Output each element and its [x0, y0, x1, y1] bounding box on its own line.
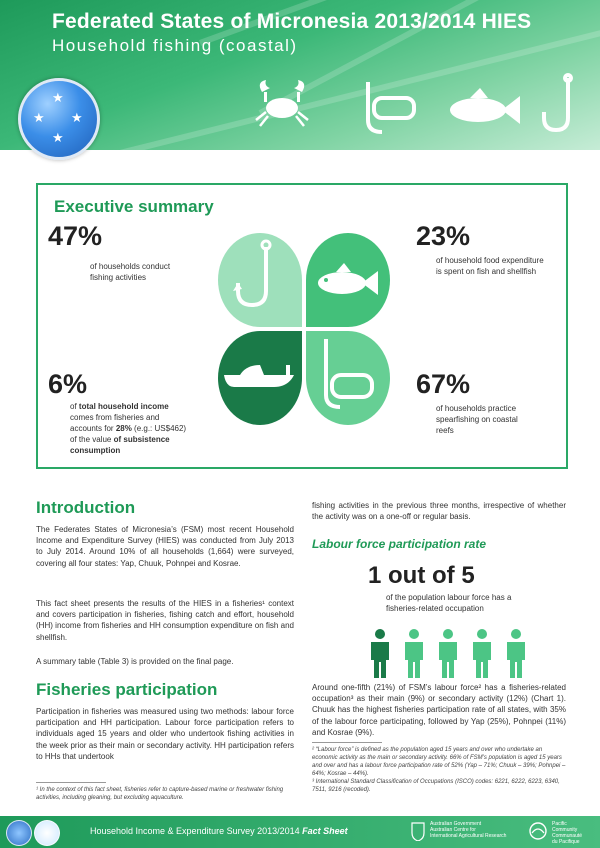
stat-value-households-fishing: 47%: [48, 221, 103, 251]
stat-desc-income-share: of total household income comes from fisheries and accounts for 28% (e.g.: US$462) of the value of subsistence consumption: [70, 402, 187, 455]
boat-icon: [218, 331, 302, 425]
stat-value-income-share: 6%: [48, 369, 88, 399]
snorkel-icon: [368, 82, 414, 132]
acair-logo-text: Australian Government Australian Centre for International Agricultural Research: [430, 821, 507, 839]
footnote-2: ² “Labour force” is defined as the population aged 15 years and over who undertake an economic activity as the main or secondary activity. 66% of FSM’s population is aged 15 years and over and has a labour force participation rate of 52% (Yap – 71%; Chuuk – 39%; Pohnpei – 64%; Kosrae – 44%).: [312, 747, 566, 777]
person-icon: [439, 629, 457, 678]
footnote-1: ¹ In the context of this fact sheet, fisheries refer to capture-based marine or freshwater fishing activities, including gleaning, but excluding aquaculture.: [36, 787, 284, 801]
pacific-community-logo-icon: [528, 821, 548, 841]
fish-icon: [450, 88, 520, 124]
footnote-divider: [312, 742, 382, 743]
crab-icon: [256, 80, 308, 126]
fisheries-participation-continued: fishing activities in the previous three months, irrespective of whether the activity was on a one-off or regular basis.: [312, 501, 566, 522]
clover-leaf-hook: [218, 233, 302, 327]
executive-summary-title: Executive summary: [54, 197, 214, 216]
person-icon: [405, 629, 423, 678]
pacific-community-logo-text: Pacific Community Communauté du Pacifique: [552, 821, 583, 845]
introduction-paragraph-1: The Federates States of Micronesia’s (FSM) most recent Household Income and Expenditure Survey (HIES) was conducted from July 2013 to July 2014. Around 10% of all households (1,664) were surveyed, covering all four states: Yap, Chuuk, Pohnpei and Kosrae.: [36, 525, 294, 568]
labour-force-stat: 1 out of 5: [368, 562, 475, 589]
star-icon: ★: [33, 110, 45, 125]
banner-icons: [250, 70, 590, 140]
stat-value-food-expenditure: 23%: [416, 221, 471, 251]
footer-bar: [0, 816, 600, 848]
person-icon: [473, 629, 491, 678]
page-title: Federated States of Micronesia 2013/2014 HIES: [52, 10, 532, 33]
star-icon: ★: [71, 110, 83, 125]
executive-summary-box: [36, 183, 568, 469]
introduction-paragraph-2: This fact sheet presents the results of the HIES in a fisheries¹ context and covers participation in fisheries, fishing catch and effort, household (HH) income from fisheries and HH consumption expenditure on fish and shellfish.: [36, 599, 294, 642]
fisheries-participation-paragraph: Participation in fisheries was measured using two methods: labour force participation and HH participation. Labour force participation refers to individuals aged 15 years and older who undertook fishing activities in the week prior as their main or secondary activity. HH participation refers to HHs that undertook: [36, 707, 294, 761]
people-pictogram: [370, 628, 570, 680]
person-icon: [507, 629, 525, 678]
statistics-office-logo: [34, 820, 60, 846]
labour-force-paragraph: Around one-fifth (21%) of FSM’s labour force² has a fisheries-related occupation³ as their main (9%) or secondary activity (12%) (Chart 1). Chuuk has the highest fisheries participation rate of all states, with 35% of the labour force participating, followed by Yap (25%), Pohnpei (11%) and Kosrae (9%).: [312, 683, 566, 737]
star-icon: ★: [52, 90, 64, 105]
clover-leaf-boat: [218, 331, 302, 425]
fisheries-participation-heading: Fisheries participation: [36, 680, 218, 699]
clover-leaf-snorkel: [306, 331, 390, 425]
clover-leaf-fish: [306, 233, 390, 327]
labour-force-stat-desc: of the population labour force has a fisheries-related occupation: [386, 593, 512, 613]
page-subtitle: Household fishing (coastal): [52, 36, 298, 55]
introduction-heading: Introduction: [36, 498, 136, 517]
star-icon: ★: [52, 130, 64, 145]
fishhook-icon: [544, 75, 571, 130]
fish-icon: [306, 233, 390, 327]
snorkel-icon: [306, 331, 390, 425]
person-icon-highlighted: [371, 629, 389, 678]
stat-desc-food-expenditure: of household food expenditure is spent on fish and shellfish: [436, 256, 544, 276]
clover-graphic: [218, 233, 390, 425]
introduction-paragraph-3: A summary table (Table 3) is provided on the final page.: [36, 657, 234, 666]
stat-value-spearfishing: 67%: [416, 369, 471, 399]
stat-desc-spearfishing: of households practice spearfishing on coastal reefs: [436, 404, 518, 435]
micronesia-flag-emblem: [18, 78, 100, 160]
labour-force-heading: Labour force participation rate: [312, 537, 487, 551]
footnote-3: ³ International Standard Classification of Occupations (ISCO) codes: 6221, 6222, 6223, 6340, 7511, 9216 (recoded).: [312, 779, 560, 793]
fsm-seal-logo: [6, 820, 32, 846]
footnote-divider: [36, 782, 106, 783]
fishhook-icon: [218, 233, 302, 327]
footer-title: Household Income & Expenditure Survey 2013/2014 Fact Sheet: [90, 826, 348, 836]
australian-government-crest-icon: [410, 821, 426, 841]
stat-desc-households-fishing: of households conduct fishing activities: [90, 262, 171, 282]
